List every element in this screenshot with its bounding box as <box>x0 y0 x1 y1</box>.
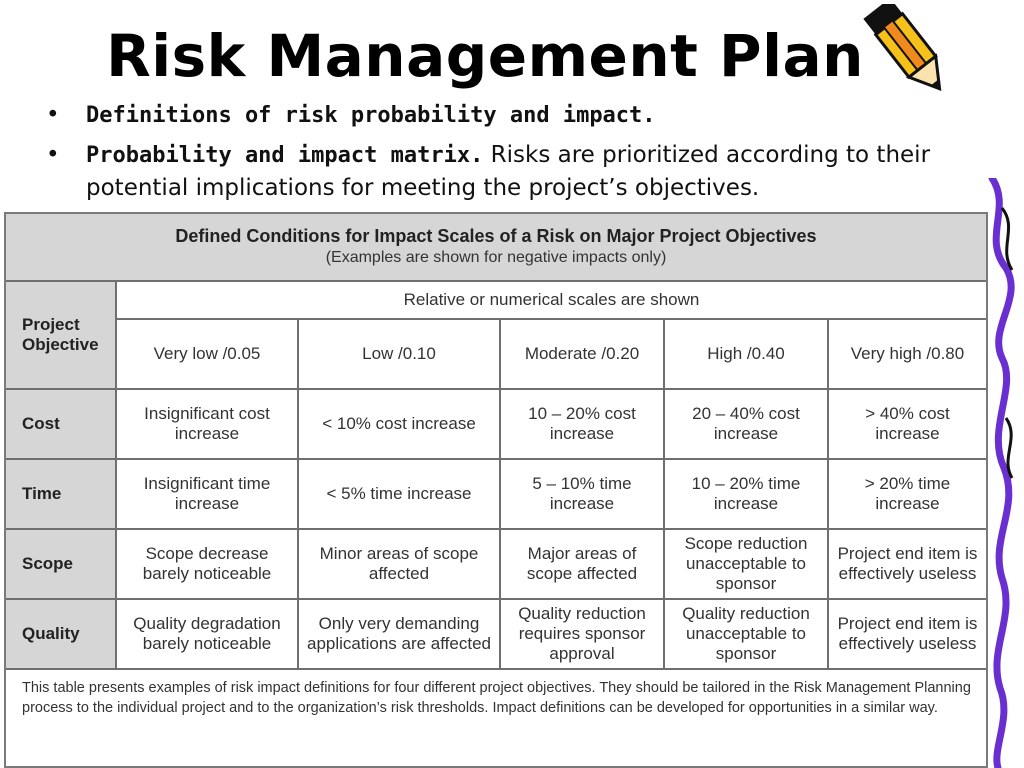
column-header: Moderate /0.20 <box>500 319 664 389</box>
table-cell: Insignificant cost increase <box>116 389 298 459</box>
table-cell: Minor areas of scope affected <box>298 529 500 599</box>
table-cell: Scope reduction unacceptable to sponsor <box>664 529 828 599</box>
table-cell: > 20% time increase <box>828 459 986 529</box>
table-row <box>6 319 986 389</box>
column-header: Low /0.10 <box>298 319 500 389</box>
table-row <box>6 459 986 529</box>
row-label: Scope <box>6 529 116 599</box>
column-header: Very low /0.05 <box>116 319 298 389</box>
impact-scales-table-panel <box>4 212 988 768</box>
column-header: High /0.40 <box>664 319 828 389</box>
table-cell: 10 – 20% time increase <box>664 459 828 529</box>
table-cell: 5 – 10% time increase <box>500 459 664 529</box>
row-label: Cost <box>6 389 116 459</box>
slide-title: Risk Management Plan <box>106 22 864 90</box>
column-header: Very high /0.80 <box>828 319 986 389</box>
bullet-marker: • <box>46 102 60 128</box>
table-row <box>6 282 986 319</box>
table-row <box>6 389 986 459</box>
table-cell: Major areas of scope affected <box>500 529 664 599</box>
table-cell: Project end item is effectively useless <box>828 529 986 599</box>
pencil-icon <box>862 4 954 96</box>
bullet-list <box>46 98 1006 211</box>
table-cell: < 10% cost increase <box>298 389 500 459</box>
table-row <box>6 599 986 669</box>
table-cell: 10 – 20% cost increase <box>500 389 664 459</box>
table-cell: 20 – 40% cost increase <box>664 389 828 459</box>
table-cell: Scope decrease barely noticeable <box>116 529 298 599</box>
table-cell: Quality reduction requires sponsor approval <box>500 599 664 669</box>
impact-scales-table <box>6 282 986 670</box>
row-label: Quality <box>6 599 116 669</box>
scales-note: Relative or numerical scales are shown <box>116 282 986 319</box>
table-cell: < 5% time increase <box>298 459 500 529</box>
table-cell: Insignificant time increase <box>116 459 298 529</box>
bullet-matrix <box>46 139 1006 205</box>
table-cell: Project end item is effectively useless <box>828 599 986 669</box>
bullet-body-text: Risks are prioritized according to their potential implications for meeting the project’s objectives. <box>86 142 931 201</box>
row-label: Time <box>6 459 116 529</box>
objective-header: Project Objective <box>6 282 116 389</box>
bullet-definitions <box>46 98 1006 133</box>
table-cell: > 40% cost increase <box>828 389 986 459</box>
table-heading <box>6 214 986 282</box>
table-subtitle: (Examples are shown for negative impacts only) <box>325 249 667 266</box>
bullet-bold-text: Definitions of risk probability and impact. <box>86 103 656 128</box>
table-title: Defined Conditions for Impact Scales of a Risk on Major Project Objectives <box>175 226 817 246</box>
table-footnote: This table presents examples of risk impact definitions for four different project objectives. They should be tailored in the Risk Management Planning process to the individual project and to the organization’s risk thresholds. Impact definitions can be developed for opportunities in a similar way. <box>22 680 971 716</box>
table-cell: Quality reduction unacceptable to sponsor <box>664 599 828 669</box>
bullet-marker: • <box>46 142 60 168</box>
table-cell: Only very demanding applications are affected <box>298 599 500 669</box>
table-row <box>6 529 986 599</box>
table-cell: Quality degradation barely noticeable <box>116 599 298 669</box>
bullet-bold-text: Probability and impact matrix. <box>86 143 484 168</box>
